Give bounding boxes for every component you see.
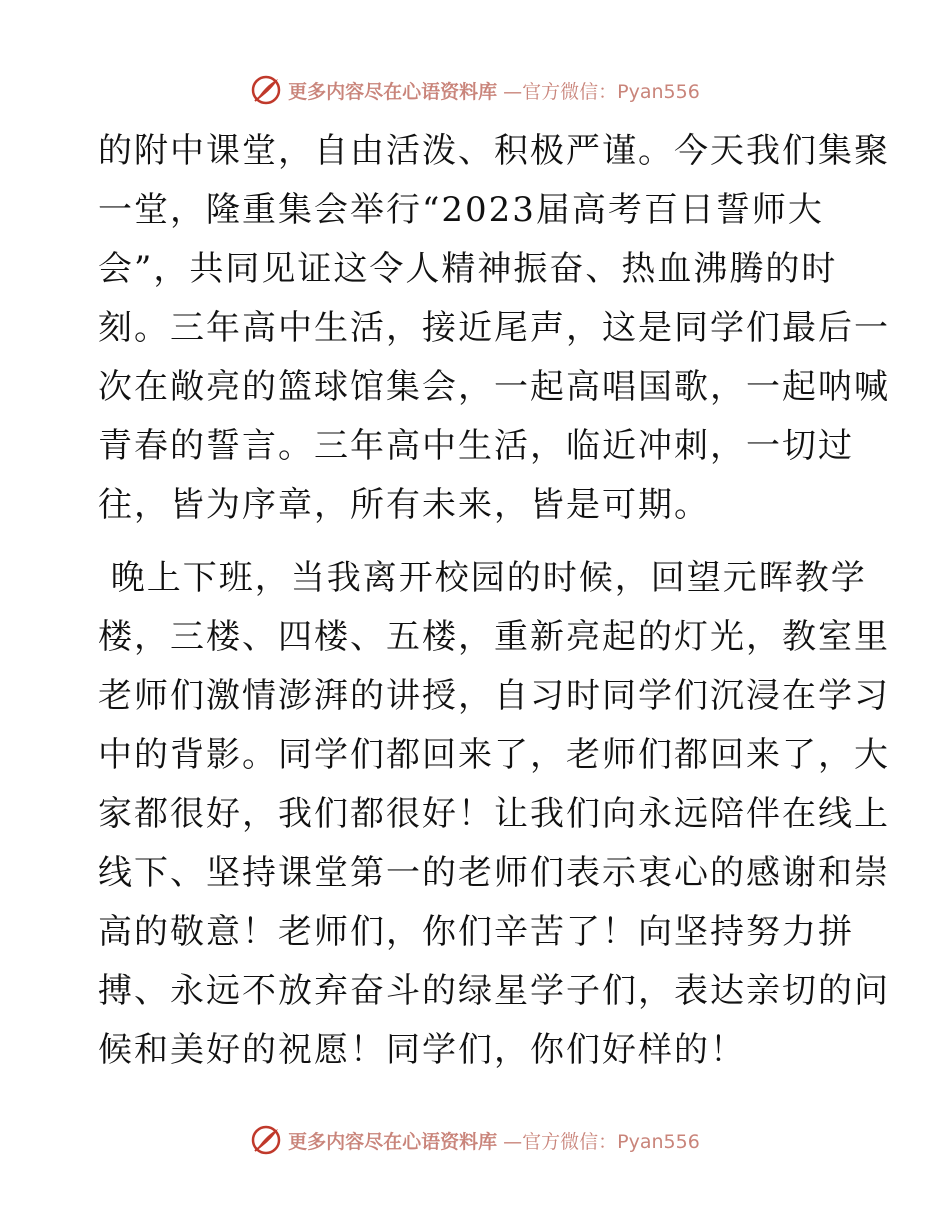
text-line: 次在敞亮的篮球馆集会，一起高唱国歌，一起呐喊 xyxy=(98,367,890,407)
text-line: 的附中课堂，自由活泼、积极严谨。今天我们集聚 xyxy=(98,131,890,171)
text-line: 刻。三年高中生活，接近尾声，这是同学们最后一 xyxy=(98,308,890,348)
text-line: 高的敬意！老师们，你们辛苦了！向坚持努力拼 xyxy=(98,912,854,952)
text-line: 往，皆为序章，所有未来，皆是可期。 xyxy=(98,485,710,525)
footer-watermark-suffix: —官方微信：Pyan556 xyxy=(503,1130,700,1153)
quill-logo-icon xyxy=(250,1124,282,1156)
header-watermark xyxy=(0,70,950,110)
text-line: 会”，共同见证这令人精神振奋、热血沸腾的时 xyxy=(98,249,838,289)
footer-watermark xyxy=(0,1120,950,1160)
text-line: 中的背影。同学们都回来了，老师们都回来了，大 xyxy=(98,735,890,775)
text-line: 线下、坚持课堂第一的老师们表示衷心的感谢和崇 xyxy=(98,853,890,893)
text-line: 搏、永远不放弃奋斗的绿星学子们，表达亲切的问 xyxy=(98,971,890,1011)
text-line: 晚上下班，当我离开校园的时候，回望元晖教学 xyxy=(98,558,867,598)
header-watermark-suffix: —官方微信：Pyan556 xyxy=(503,80,700,103)
paragraph-spacer xyxy=(98,535,858,549)
paragraph-1 xyxy=(98,122,890,535)
text-line: 一堂，隆重集会举行“2023届高考百日誓师大 xyxy=(98,190,824,230)
text-line: 家都很好，我们都很好！让我们向永远陪伴在线上 xyxy=(98,794,890,834)
text-line: 老师们激情澎湃的讲授，自习时同学们沉浸在学习 xyxy=(98,676,890,716)
footer-watermark-main: 更多内容尽在心语资料库 xyxy=(288,1130,498,1153)
header-watermark-main: 更多内容尽在心语资料库 xyxy=(288,80,498,103)
text-line: 青春的誓言。三年高中生活，临近冲刺，一切过 xyxy=(98,426,854,466)
text-line: 候和美好的祝愿！同学们，你们好样的！ xyxy=(98,1030,746,1070)
text-line: 楼，三楼、四楼、五楼，重新亮起的灯光，教室里 xyxy=(98,617,890,657)
quill-logo-icon xyxy=(250,74,282,106)
paragraph-2 xyxy=(98,549,890,1080)
document-body xyxy=(98,122,890,1080)
